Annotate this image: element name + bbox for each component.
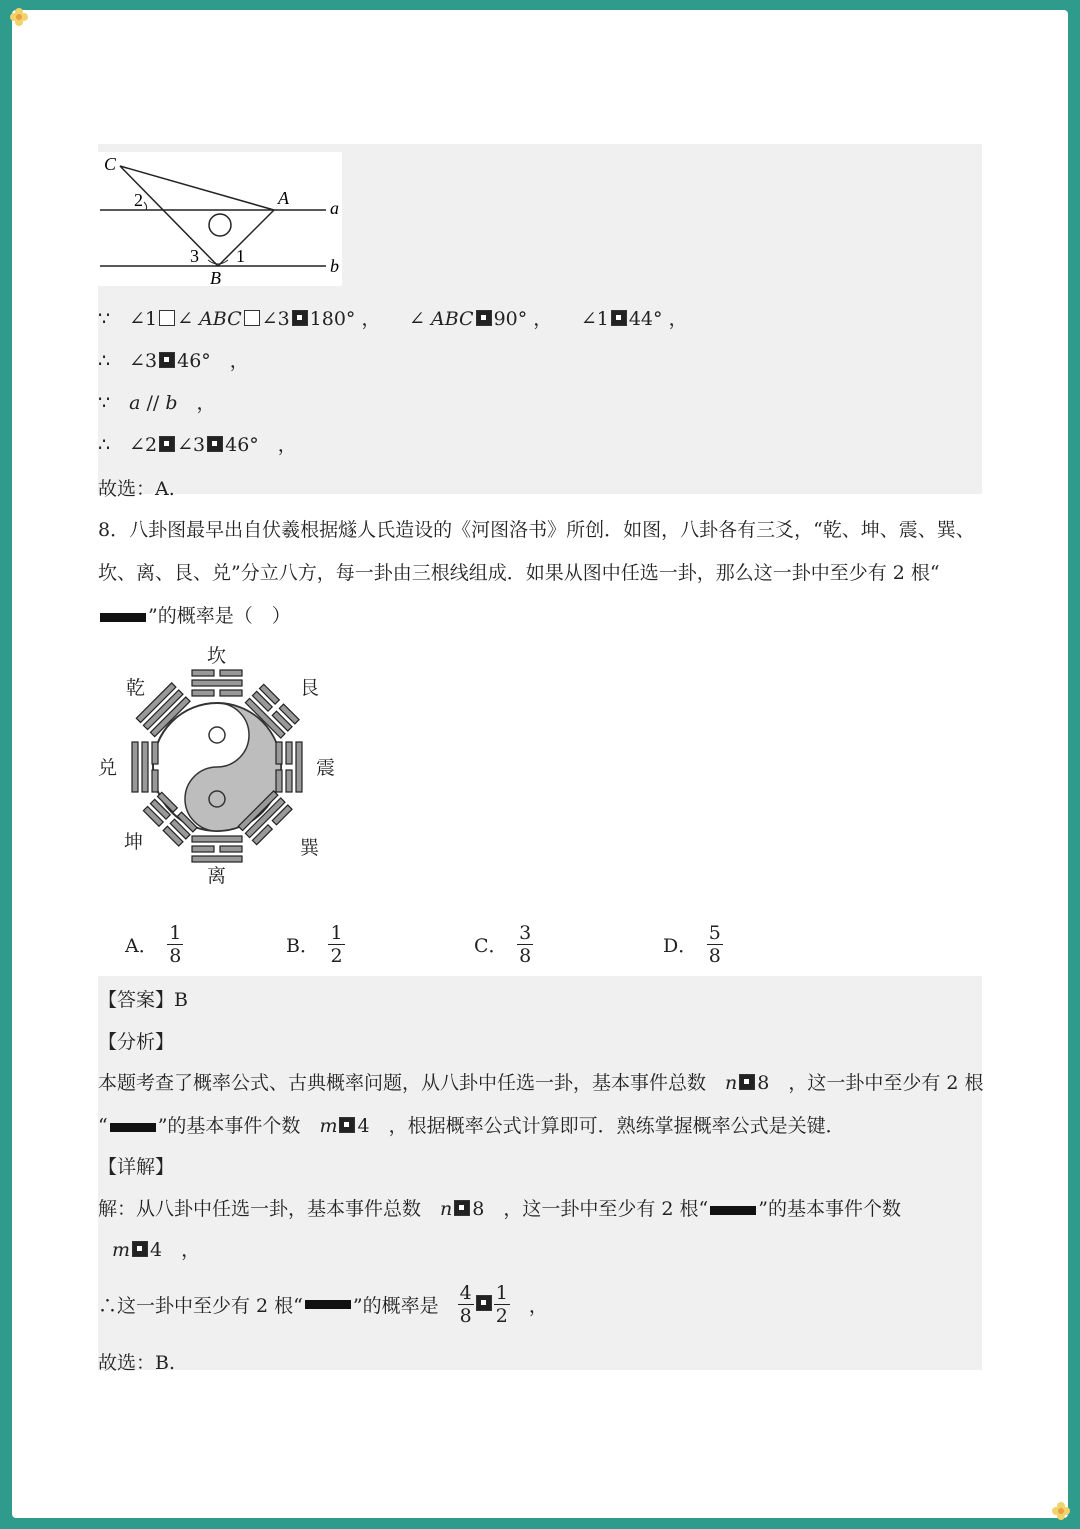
- option-a: A． $\frac{1}{8}$: [125, 922, 182, 967]
- option-b: B． $\frac{1}{2}$: [286, 922, 343, 967]
- choice-answer: 故选：B.: [98, 1352, 176, 1374]
- yang-line-icon: [110, 1123, 156, 1132]
- analysis-line-1: 本题考查了概率公式、古典概率问题，从八卦中任选一卦，基本事件总数 n 8 ，这一卦中至少有 2 根: [98, 1072, 984, 1094]
- label-B: B: [210, 268, 221, 286]
- yang-line-icon: [100, 613, 146, 622]
- trigram-qian: 乾: [126, 677, 146, 699]
- trigram-zhen: 震: [316, 757, 336, 779]
- triangle-parallel-figure: [98, 152, 342, 286]
- trigram-kun: 坤: [124, 831, 144, 853]
- detail-line-2: m 4 ，: [112, 1239, 201, 1261]
- flower-decoration-icon: [8, 6, 30, 28]
- option-c: C． $\frac{3}{8}$: [474, 922, 532, 967]
- label-b: b: [330, 256, 339, 276]
- trigram-li: 离: [207, 865, 227, 884]
- solution-line-4: ∴ ∠2 ∠3 46° ，: [98, 434, 297, 456]
- label-A: A: [278, 188, 289, 208]
- bagua-figure: [96, 634, 346, 884]
- question-line-1: 8．八卦图最早出自伏羲根据燧人氏造设的《河图洛书》所创．如图，八卦各有三爻，“乾、坤、震、巽、: [98, 519, 975, 541]
- document-page: [12, 10, 1068, 1518]
- answer-line: 【答案】B: [98, 989, 188, 1011]
- trigram-gen: 艮: [300, 677, 320, 699]
- choice-prev: 故选：A.: [98, 478, 175, 500]
- question-line-2: 坎、离、艮、兑”分立八方，每一卦由三根线组成．如果从图中任选一卦，那么这一卦中至少有 2 根“: [98, 562, 940, 584]
- label-3: 3: [190, 246, 199, 266]
- analysis-line-2: “ ”的基本事件个数 m 4 ，根据概率公式计算即可．熟练掌握概率公式是关键．: [98, 1115, 845, 1137]
- trigram-dui: 兑: [98, 757, 118, 779]
- detail-line-1: 解：从八卦中任选一卦，基本事件总数 n 8 ，这一卦中至少有 2 根“ ”的基本事件个数: [98, 1198, 901, 1220]
- trigram-kan: 坎: [207, 645, 227, 667]
- solution-line-1: ∵ ∠1 ∠ ABC ∠3 180° ， ∠ ABC 90° ， ∠1 44° ，: [98, 308, 688, 330]
- solution-line-3: ∵ a // b ，: [98, 392, 216, 414]
- label-C: C: [104, 154, 117, 174]
- trigram-xun: 巽: [300, 837, 320, 859]
- option-d: D． $\frac{5}{8}$: [663, 922, 721, 967]
- yang-line-icon: [710, 1206, 756, 1215]
- label-a: a: [330, 198, 339, 218]
- label-1: 1: [236, 246, 245, 266]
- label-2: 2: [134, 190, 143, 210]
- detail-line-3: ∴这一卦中至少有 2 根“ ”的概率是 $\frac{4}{8}$ $\frac{1}{2}$ ，: [98, 1282, 548, 1327]
- flower-decoration-icon: [1050, 1500, 1072, 1522]
- yang-line-icon: [305, 1300, 351, 1309]
- question-line-3: ”的概率是（ ）: [98, 601, 291, 628]
- detail-title: 【详解】: [98, 1156, 175, 1178]
- analysis-title: 【分析】: [98, 1031, 175, 1053]
- solution-line-2: ∴ ∠3 46° ，: [98, 350, 249, 372]
